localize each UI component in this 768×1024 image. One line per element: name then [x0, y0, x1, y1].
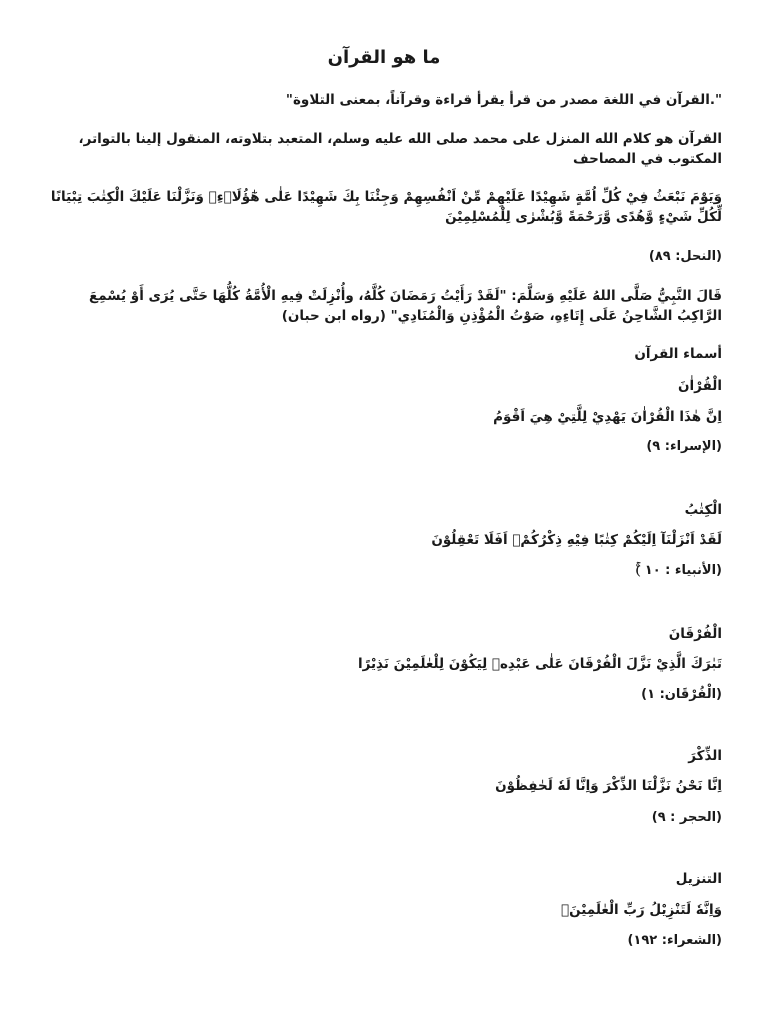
names-heading: أسماء القرآن — [634, 346, 722, 362]
verse-furqan-1: تَبٰرَكَ الَّذِيْ نَزَّلَ الْفُرْقَانَ عَلٰى عَبْدِهٖ لِيَكُوْنَ لِلْعٰلَمِيْنَ نَذِيْرًا — [357, 656, 722, 672]
verse-shuara-192-reference: (الشعراء: ١٩٢) — [627, 933, 722, 948]
verse-nahl-89: وَيَوْمَ نَبْعَثُ فِيْ كُلِّ اُمَّةٍ شَهِيْدًا عَلَيْهِمْ مِّنْ اَنْفُسِهِمْ وَجِئْنَا بِكَ شَهِيْدًا عَلٰى هٰٓؤُلَاۤءِۗ وَنَزَّلْنَا عَلَيْكَ الْكِتٰبَ تِبْيَانًا لِّكُلِّ شَيْءٍ وَّهُدًى وَّرَحْمَةً وَّبُشْرٰى لِلْمُسْلِمِيْنَ — [50, 189, 722, 225]
name-furqan: الْفُرْقَانَ — [668, 626, 722, 642]
verse-anbiya-10: لَقَدْ اَنْزَلْنَآ اِلَيْكُمْ كِتٰبًا فِيْهِ ذِكْرُكُمْۗ اَفَلَا تَعْقِلُوْنَ — [431, 532, 722, 548]
name-dhikr: الذِّكْرَ — [688, 748, 722, 764]
intro-quote: ".القرآن في اللغة مصدر من قرأ يقرأ قراءة وقرآناً، بمعنى التلاوة" — [285, 92, 722, 108]
verse-isra-9-reference: (الإسراء: ٩) — [646, 439, 722, 454]
verse-anbiya-10-reference: (الأنبياء : ١٠ )ۚ — [635, 563, 722, 578]
verse-nahl-89-reference: (النحل: ٨٩) — [648, 249, 722, 264]
page-title: ما هو القرآن — [327, 47, 441, 68]
verse-furqan-1-reference: (الْفُرْقَان: ١) — [641, 687, 722, 702]
verse-shuara-192: وَاِنَّهٗ لَتَنْزِيْلُ رَبِّ الْعٰلَمِيْنَۗ — [561, 902, 722, 918]
hadith-paragraph: قَالَ النَّبِيُّ صَلَّى اللهُ عَلَيْهِ وَسَلَّمَ: "لَقَدْ رَأَيْتُ رَمَضَانَ كُلَّهُ، وأُنْزِلَتْ فِيهِ الْأُمَّةُ كُلُّهَا حَتَّى يُرَى أَوْ يُسْمِعَ الرَّاكِبُ الشَّاحِنُ عَلَى إِتَاءِهِ، صَوْتُ الْمُؤْذِنِ وَالْمُنَادِي" (رواه ابن حبان) — [89, 288, 722, 324]
verse-hijr-9-reference: (الحجر : ٩) — [651, 810, 722, 825]
name-quran: الْقُرْاٰنَ — [678, 378, 722, 394]
definition-paragraph: القرآن هو كلام الله المنزل على محمد صلى الله عليه وسلم، المتعبد بتلاوته، المنقول إلينا بالتواتر، المكتوب في المصاحف — [78, 131, 722, 167]
verse-isra-9: اِنَّ هٰذَا الْقُرْاٰنَ يَهْدِيْ لِلَّتِيْ هِيَ اَقْوَمُ — [493, 409, 722, 425]
name-kitab: الْكِتٰبُ — [684, 502, 722, 518]
name-tanzil: التنزيل — [675, 871, 722, 887]
verse-hijr-9: اِنَّا نَحْنُ نَزَّلْنَا الذِّكْرَ وَاِنَّا لَهٗ لَحٰفِظُوْنَ — [495, 778, 722, 794]
